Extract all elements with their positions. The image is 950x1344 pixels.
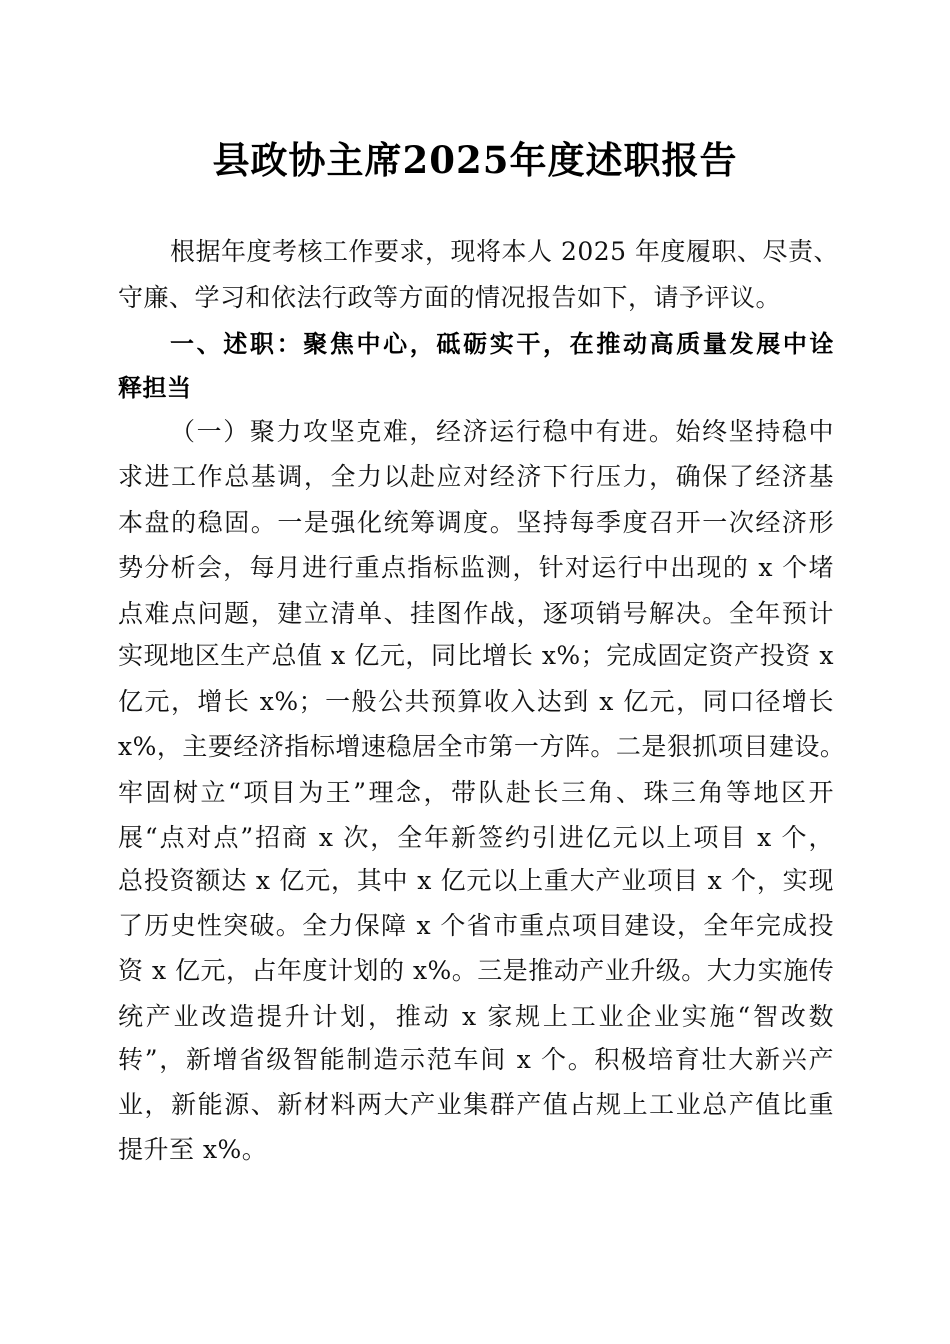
intro-line-2: 守廉、学习和依法行政等方面的情况报告如下，请予评议。 (118, 283, 782, 312)
paragraph-line: 牢固树立“项目为王”理念，带队赴长三角、珠三角等地区开 (118, 778, 834, 807)
paragraph-line: 业，新能源、新材料两大产业集群产值占规上工业总产值比重 (118, 1090, 834, 1119)
paragraph-line: 了历史性突破。全力保障 x 个省市重点项目建设，全年完成投 (118, 911, 834, 940)
paragraph-line: （一）聚力攻坚克难，经济运行稳中有进。始终坚持稳中 (170, 417, 834, 446)
paragraph-line: 点难点问题，建立清单、挂图作战，逐项销号解决。全年预计 (118, 599, 834, 628)
section-1-heading-line-1: 一、述职：聚焦中心，砥砺实干，在推动高质量发展中诠 (170, 330, 834, 358)
paragraph-line: 实现地区生产总值 x 亿元，同比增长 x%；完成固定资产投资 x (118, 641, 834, 670)
section-1-heading-line-2: 释担当 (118, 374, 192, 402)
document-title: 县政协主席2025年度述职报告 (212, 138, 738, 182)
paragraph-line: 转”，新增省级智能制造示范车间 x 个。积极培育壮大新兴产 (118, 1045, 834, 1074)
paragraph-line: 统产业改造提升计划，推动 x 家规上工业企业实施“智改数 (118, 1002, 834, 1031)
paragraph-line: 求进工作总基调，全力以赴应对经济下行压力，确保了经济基 (118, 462, 834, 491)
paragraph-line: 提升至 x%。 (118, 1135, 268, 1164)
paragraph-line: 本盘的稳固。一是强化统筹调度。坚持每季度召开一次经济形 (118, 508, 834, 537)
paragraph-line: 资 x 亿元，占年度计划的 x%。三是推动产业升级。大力实施传 (118, 956, 835, 985)
paragraph-line: 势分析会，每月进行重点指标监测，针对运行中出现的 x 个堵 (118, 553, 834, 582)
intro-line-1: 根据年度考核工作要求，现将本人 2025 年度履职、尽责、 (170, 237, 840, 266)
paragraph-line: 展“点对点”招商 x 次，全年新签约引进亿元以上项目 x 个， (118, 823, 834, 852)
paragraph-line: x%，主要经济指标增速稳居全市第一方阵。二是狠抓项目建设。 (118, 732, 846, 761)
paragraph-line: 总投资额达 x 亿元，其中 x 亿元以上重大产业项目 x 个，实现 (118, 866, 834, 895)
paragraph-line: 亿元，增长 x%；一般公共预算收入达到 x 亿元，同口径增长 (118, 687, 834, 716)
